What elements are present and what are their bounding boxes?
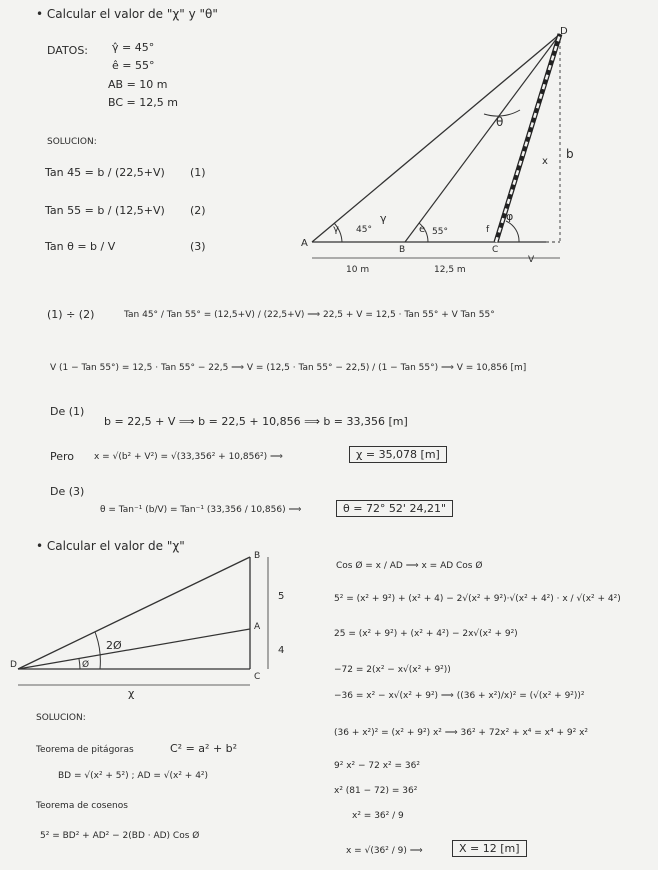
fig1-point-b: B — [399, 245, 406, 255]
dato-e: ê = 55° — [112, 59, 155, 72]
fig1-x-label: x — [542, 156, 548, 167]
rhs-line-1: Cos Ø = x / AD ⟹ x = AD Cos Ø — [336, 561, 483, 571]
equation-3: Tan θ = b / V — [45, 240, 116, 253]
cosenos-label: Teorema de cosenos — [36, 801, 128, 811]
rhs-line-6: (36 + x²)² = (x² + 9²) x² ⟹ 36² + 72x² + x⁴ = x⁴ + 9² x² — [334, 728, 589, 738]
fig2-point-c: C — [254, 672, 261, 682]
fig1-gamma-a: γ — [333, 224, 339, 235]
fig1-v-label: V — [528, 255, 535, 265]
fig1-angle-55: 55° — [432, 227, 448, 237]
figure-2-triangle — [10, 545, 310, 705]
fig2-point-b: B — [254, 551, 261, 561]
fig1-point-a: A — [301, 238, 308, 249]
fig1-point-d: D — [560, 26, 568, 37]
rhs-line-2: 5² = (x² + 9²) + (x² + 4) − 2√(x² + 9²)·√(x² + 4²) · x / √(x² + 4²) — [334, 594, 621, 604]
fig1-f: f — [486, 225, 490, 235]
fig2-point-d: D — [10, 660, 17, 670]
result-x-final-box: X = 12 [m] — [452, 840, 527, 857]
datos-label: DATOS: — [47, 44, 89, 57]
rhs-line-9: x² = 36² / 9 — [352, 811, 404, 821]
fig1-dim-125: 12,5 m — [434, 265, 466, 275]
pero: x = √(b² + V²) = √(33,356² + 10,856²) ⟹ — [94, 452, 283, 462]
equation-1-number: (1) — [190, 166, 206, 179]
fig1-gamma-b: γ — [380, 212, 387, 225]
pitagoras-formula: C² = a² + b² — [170, 742, 238, 755]
fig1-b-label: b — [566, 147, 574, 161]
de-1-label: De (1) — [50, 405, 85, 418]
fig2-four: 4 — [278, 645, 285, 656]
pitagoras-label: Teorema de pitágoras — [36, 745, 134, 755]
rhs-line-8: x² (81 − 72) = 36² — [334, 786, 418, 796]
solucion-label-2: SOLUCION: — [36, 713, 86, 723]
de-3-label: De (3) — [50, 485, 85, 498]
rhs-line-7: 9² x² − 72 x² = 36² — [334, 761, 420, 771]
rhs-line-5: −36 = x² − x√(x² + 9²) ⟹ ((36 + x²)/x)² = (√(x² + 9²))² — [334, 691, 585, 701]
step-2: V (1 − Tan 55°) = 12,5 · Tan 55° − 22,5 ⟹ V = (12,5 · Tan 55° − 22,5) / (1 − Tan 55°) ⟹ V = 10,856 [m] — [50, 363, 527, 373]
figure-1-triangle — [298, 22, 658, 292]
rhs-line-3: 25 = (x² + 9²) + (x² + 4²) − 2x√(x² + 9²) — [334, 629, 518, 639]
de-1: b = 22,5 + V ⟹ b = 22,5 + 10,856 ⟹ b = 33,356 [m] — [104, 415, 408, 428]
fig2-two-phi: 2Ø — [106, 639, 122, 652]
rhs-line-4: −72 = 2(x² − x√(x² + 9²)) — [334, 665, 451, 675]
result-x-box: χ = 35,078 [m] — [349, 446, 447, 463]
dato-bc: BC = 12,5 m — [108, 96, 178, 109]
step-1: Tan 45° / Tan 55° = (12,5+V) / (22,5+V) ⟹ 22,5 + V = 12,5 · Tan 55° + V Tan 55° — [124, 310, 495, 320]
equation-2: Tan 55 = b / (12,5+V) — [45, 204, 165, 217]
part2-title: • Calcular el valor de "χ" — [36, 539, 185, 553]
fig1-theta: θ — [496, 115, 504, 129]
equation-2-number: (2) — [190, 204, 206, 217]
cosenos-formula: 5² = BD² + AD² − 2(BD · AD) Cos Ø — [40, 831, 200, 841]
bd-ad-formulas: BD = √(x² + 5²) ; AD = √(x² + 4²) — [58, 771, 209, 781]
rhs-line-10: x = √(36² / 9) ⟹ — [346, 846, 423, 856]
fig1-phi: φ — [506, 210, 514, 223]
equation-1: Tan 45 = b / (22,5+V) — [45, 166, 165, 179]
fig2-x-label: χ — [128, 687, 135, 700]
fig1-e: e — [419, 224, 426, 235]
dato-gamma: γ̂ = 45° — [112, 41, 155, 54]
fig2-five: 5 — [278, 591, 285, 602]
de-3: θ = Tan⁻¹ (b/V) = Tan⁻¹ (33,356 / 10,856) ⟹ — [100, 505, 302, 515]
fig1-dim-10: 10 m — [346, 265, 370, 275]
fig1-angle-45: 45° — [356, 225, 372, 235]
result-theta-box: θ = 72° 52' 24,21" — [336, 500, 453, 517]
step-1-label: (1) ÷ (2) — [47, 308, 95, 321]
fig1-point-c: C — [492, 245, 499, 255]
equation-3-number: (3) — [190, 240, 206, 253]
dato-ab: AB = 10 m — [108, 78, 168, 91]
part1-title: • Calcular el valor de "χ" y "θ" — [36, 7, 218, 21]
fig2-phi: Ø — [82, 660, 90, 670]
solucion-label-1: SOLUCION: — [47, 137, 97, 147]
pero-label: Pero — [50, 450, 75, 463]
fig2-point-a: A — [254, 622, 261, 632]
